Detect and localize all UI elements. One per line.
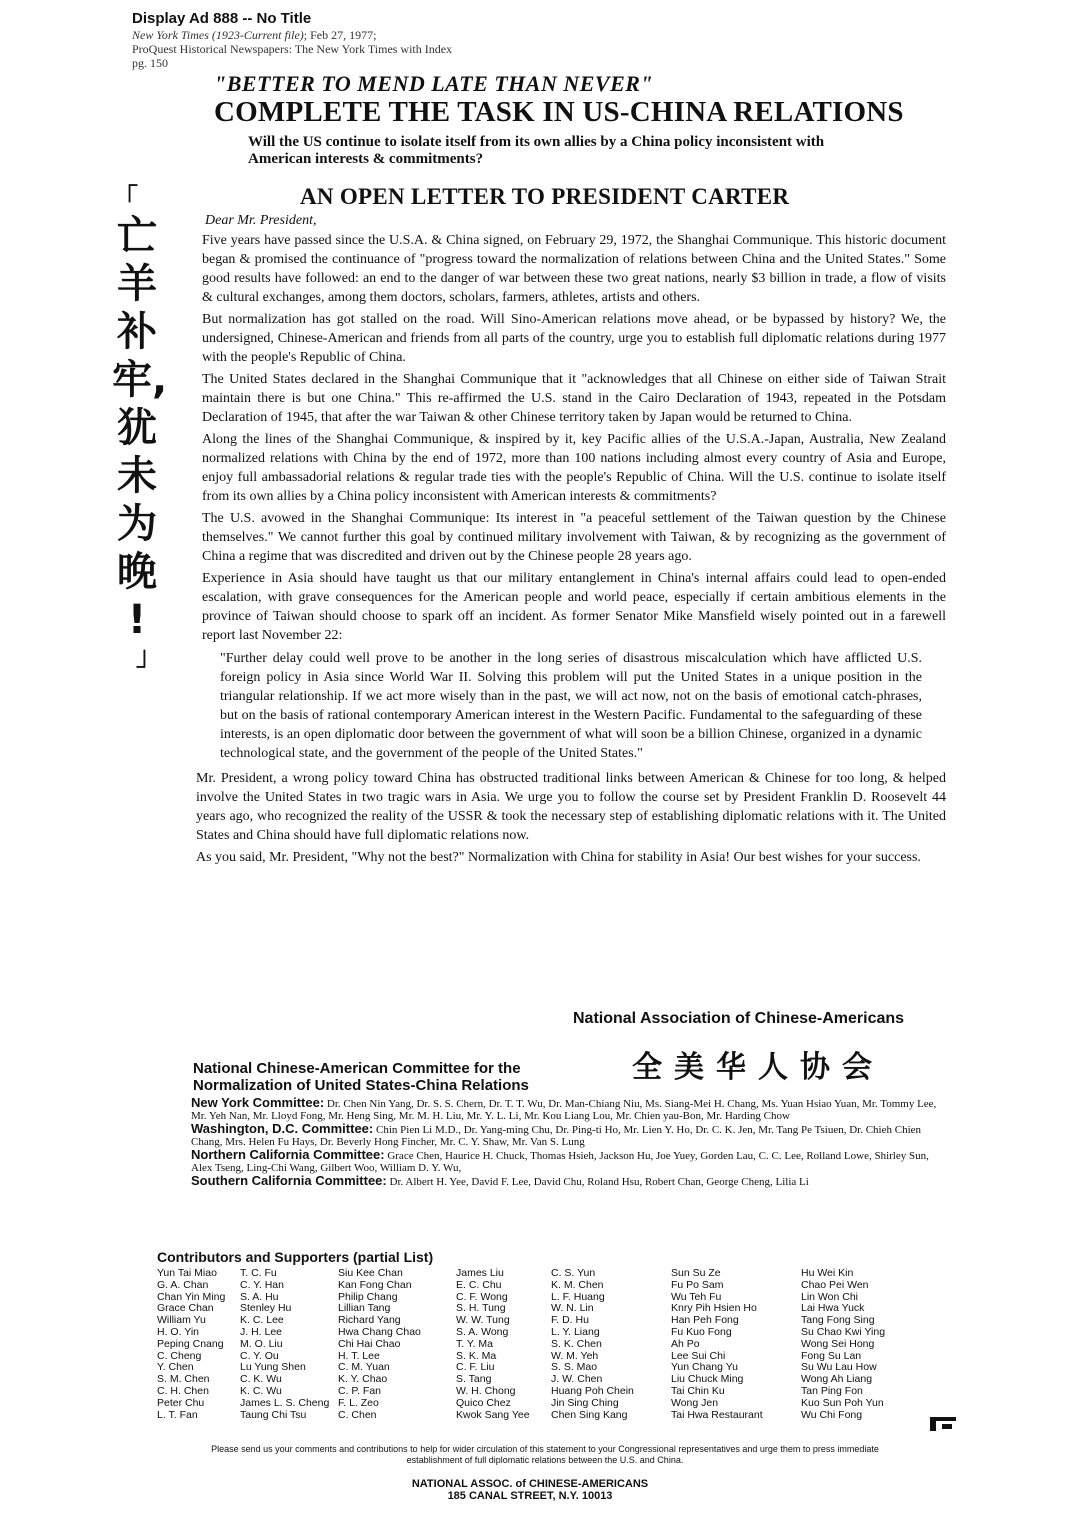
contributor-name: James L. S. Cheng (240, 1396, 330, 1409)
source-publication: New York Times (1923-Current file) (132, 28, 304, 42)
contributor-name: W. N. Lin (551, 1302, 594, 1315)
committee-group (191, 1097, 949, 1122)
contributor-name: C. K. Wu (240, 1373, 282, 1386)
contributor-name: G. A. Chan (157, 1278, 209, 1291)
database-line: ProQuest Historical Newspapers: The New York Times with Index (132, 42, 453, 56)
committee-members: Grace Chen, Haurice H. Chuck, Thomas Hsieh, Jackson Hu, Joe Yuey, Gorden Lau, C. C. Lee, Rolland Lowe, Shirley Sun, Alex Tseng, Ling-Chi Wang, Gilbert Woo, William D. Y. Wu, (191, 1150, 929, 1174)
contributor-name: H. T. Lee (338, 1349, 380, 1362)
contributor-name: S. Tang (456, 1373, 492, 1386)
salutation: Dear Mr. President, (205, 213, 317, 228)
contributor-name: Lu Yung Shen (240, 1361, 306, 1374)
letter-paragraph: Five years have passed since the U.S.A. & China signed, on February 29, 1972, the Shanghai Communique. This historic document began & promised the continuance of "progress toward the normalization of relations between China and the United States." Some good results have followed: an end to the danger of war between these two great nations, nearly $3 billion in trade, a flow of visits & cultural exchanges, among them doctors, scholars, farmers, athletes, artists and others. (202, 233, 946, 305)
contributor-name: Fu Kuo Fong (671, 1325, 732, 1338)
contributor-name: L. T. Fan (157, 1408, 198, 1421)
letter-paragraph: But normalization has got stalled on the road. Will Sino-American relations move ahead, or be bypassed by history? We, the undersigned, Chinese-American and friends from all parts of the country, urge you to establish full diplomatic relations during 1977 with the people's Republic of China. (202, 312, 946, 365)
letter-paragraph: Along the lines of the Shanghai Communique, & inspired by it, key Pacific allies of the U.S.A.-Japan, Australia, New Zealand normalized relations with China by the end of 1972, more than 100 nations including almost every country of Asia and Europe, enjoy full ambassadorial relations & regular trade ties with the people's Republic of China. Will the U.S. continue to isolate itself from its own allies by a China policy inconsistent with American interests & commitments? (202, 432, 946, 504)
mansfield-quote: "Further delay could well prove to be another in the long series of disastrous miscalculation which have afflicted U.S. foreign policy in Asia since World War II. Solving this problem will put the United States in a unique position in the triangular relationship. If we act more wisely than in the past, we will act now, not on the basis of emotional catch-phrases, but on the basis of rational contemporary American interest in the Western Pacific. Fundamental to the safeguarding of these interests, is an open diplomatic door between the government of what will soon be a billion Chinese, organized in a dynamic technological state, and the government of the people of the United States." (220, 651, 922, 761)
contributor-name: C. F. Liu (456, 1361, 495, 1374)
committee-members: Dr. Albert H. Yee, David F. Lee, David Chu, Roland Hsu, Robert Chan, George Cheng, Lilia Li (389, 1176, 809, 1188)
contributor-name: Huang Poh Chein (551, 1384, 634, 1397)
contributor-name: Knry Pih Hsien Ho (671, 1302, 757, 1315)
letter-paragraph: The U.S. avowed in the Shanghai Communique: Its interest in "a peaceful settlement of the Taiwan question by the Chinese themselves." We cannot further this goal by continued military involvement with Taiwan, & by recognizing as the government of China a regime that was discredited and driven out by the Chinese people 28 years ago. (202, 511, 946, 564)
contributor-name: Yun Chang Yu (671, 1361, 738, 1374)
contributor-name: Tai Chin Ku (671, 1384, 725, 1397)
signature-org: National Association of Chinese-Americans (573, 1010, 905, 1027)
contributor-name: Taung Chi Tsu (240, 1408, 307, 1421)
committee-label: New York Committee: (191, 1095, 325, 1110)
contributor-name: Chi Hai Chao (338, 1337, 401, 1350)
contributor-name: M. O. Liu (240, 1337, 283, 1350)
vertical-chinese-proverb (112, 184, 168, 672)
source-line (132, 28, 452, 42)
contributor-name: S. M. Chen (157, 1373, 210, 1386)
contributor-name: E. C. Chu (456, 1278, 502, 1291)
contributor-name: Ah Po (671, 1337, 700, 1350)
contributor-name: J. W. Chen (551, 1373, 603, 1386)
corner-mark-icon (928, 1411, 958, 1433)
contributors-column (671, 1268, 801, 1421)
contributor-name: S. S. Mao (551, 1361, 598, 1374)
page-number: pg. 150 (132, 56, 168, 70)
proverb-char: 牢, (112, 357, 168, 403)
committee-group (191, 1123, 949, 1148)
contributor-name: Kuo Sun Poh Yun (801, 1396, 884, 1409)
contributor-name: Lee Sui Chi (671, 1349, 726, 1362)
proverb-char: ! (127, 597, 147, 643)
contributor-name: K. M. Chen (551, 1278, 604, 1291)
contributor-name: Chen Sing Kang (551, 1408, 628, 1421)
contributor-name: Peping Cnang (157, 1337, 224, 1350)
contributor-name: L. Y. Liang (551, 1325, 600, 1338)
contributor-name: Wong Jen (671, 1396, 719, 1409)
proverb-char: 为 (117, 501, 157, 547)
footer-note: Please send us your comments and contributions to help for wider circulation of this statement to your Congressional representatives and urge them to press immediate establishment of full diplomatic relations between the U.S. and China. (211, 1444, 879, 1465)
committee-list (191, 1097, 949, 1189)
contributor-name: Tan Ping Fon (801, 1384, 863, 1397)
contributor-name: W. W. Tung (456, 1314, 510, 1327)
contributor-name: K. C. Lee (240, 1314, 284, 1327)
contributor-name: F. D. Hu (551, 1314, 589, 1327)
contributor-name: C. H. Chen (157, 1384, 209, 1397)
letter-body (196, 231, 946, 870)
contributor-name: H. O. Yin (157, 1325, 200, 1338)
contributor-name: S. A. Wong (456, 1325, 509, 1338)
contributor-name: F. L. Zeo (338, 1396, 379, 1409)
committee-group (191, 1175, 949, 1188)
contributor-name: W. H. Chong (456, 1384, 516, 1397)
contributor-name: Liu Chuck Ming (671, 1373, 744, 1386)
contributor-name: Y. Chen (157, 1361, 194, 1374)
contributor-name: Siu Kee Chan (338, 1268, 403, 1279)
contributor-name: C. F. Wong (456, 1290, 508, 1303)
footer-address: 185 CANAL STREET, N.Y. 10013 (447, 1490, 613, 1502)
proverb-char: 羊 (117, 261, 157, 307)
contributors-column (801, 1268, 921, 1421)
document-metadata (132, 10, 452, 70)
contributor-name: T. Y. Ma (456, 1337, 493, 1350)
close-bracket: 」 (135, 642, 162, 672)
contributor-name: S. K. Ma (456, 1349, 497, 1362)
proverb-char: 犹 (117, 405, 157, 451)
contributor-name: Fu Po Sam (671, 1278, 724, 1291)
contributors-column (157, 1268, 240, 1421)
contributor-name: T. C. Fu (240, 1268, 277, 1279)
contributor-name: Wu Chi Fong (801, 1408, 863, 1421)
contributor-name: William Yu (157, 1314, 206, 1327)
signature-chinese: 全美华人协会 (632, 1050, 884, 1085)
subheadline: Will the US continue to isolate itself from its own allies by a China policy inconsistent with American interests & commitments? (248, 134, 825, 167)
contributors-title: Contributors and Supporters (partial List) (157, 1249, 434, 1265)
headline: COMPLETE THE TASK IN US-CHINA RELATIONS (214, 96, 904, 128)
contributor-name: Richard Yang (338, 1314, 401, 1327)
contributor-name: Lai Hwa Yuck (801, 1302, 865, 1315)
contributor-name: Grace Chan (157, 1302, 214, 1315)
contributor-name: W. M. Yeh (551, 1349, 599, 1362)
contributor-name: Wong Ah Liang (801, 1373, 873, 1386)
letter-paragraph: Mr. President, a wrong policy toward China has obstructed traditional links between American & Chinese for too long, & helped involve the United States in two tragic wars in Asia. We urge you to follow the course set by President Franklin D. Roosevelt 44 years ago, who recognized the reality of the USSR & took the necessary step of establishing diplomatic relations with it. The United States and China should have full diplomatic relations now. (196, 771, 946, 843)
contributor-name: K. C. Wu (240, 1384, 282, 1397)
contributor-name: Su Chao Kwi Ying (801, 1325, 886, 1338)
contributor-name: Peter Chu (157, 1396, 205, 1409)
contributor-name: Lillian Tang (338, 1302, 391, 1315)
contributor-name: Han Peh Fong (671, 1314, 739, 1327)
committee-label: Washington, D.C. Committee: (191, 1121, 374, 1136)
committee-members: Dr. Chen Nin Yang, Dr. S. S. Chern, Dr. T. T. Wu, Dr. Man-Chiang Niu, Ms. Siang-Mei H. Chang, Ms. Yuan Hsiao Yuan, Mr. Tommy Lee, Mr. Yeh Nan, Mr. Lloyd Fong, Mr. Heng Sing, Mr. M. H. Liu, Mr. Y. L. Li, Mr. Kou Liang Lou, Mr. Chien yau-Bon, Mr. Harding Chow (191, 1098, 937, 1122)
open-bracket: 「 (112, 184, 139, 214)
contributor-name: C. Y. Ou (240, 1349, 279, 1362)
committee-label: Northern California Committee: (191, 1147, 385, 1162)
committee-label: Southern California Committee: (191, 1173, 387, 1188)
committee-name (193, 1060, 529, 1094)
contributor-name: C. Cheng (157, 1349, 202, 1362)
contributor-name: C. S. Yun (551, 1268, 596, 1279)
letter-title: AN OPEN LETTER TO PRESIDENT CARTER (300, 184, 790, 209)
contributor-name: J. H. Lee (240, 1325, 283, 1338)
source-date: ; Feb 27, 1977; (303, 28, 377, 42)
contributor-name: Wu Teh Fu (671, 1290, 722, 1303)
letter-paragraph: The United States declared in the Shanghai Communique that it "acknowledges that all Chinese on either side of Taiwan Strait maintain there is but one China." This re-affirmed the U.S. stand in the Cairo Declaration of 1943, repeated in the Potsdam Declaration of 1945, that after the war Taiwan & other Chinese territory taken by Japan would be returned to China. (202, 372, 946, 425)
contributor-name: L. F. Huang (551, 1290, 605, 1303)
contributor-name: S. K. Chen (551, 1337, 602, 1350)
contributor-name: James Liu (456, 1268, 504, 1279)
contributor-name: Kan Fong Chan (338, 1278, 412, 1291)
contributor-name: C. Chen (338, 1408, 377, 1421)
contributor-name: Hwa Chang Chao (338, 1325, 421, 1338)
footer-association (300, 1478, 760, 1502)
contributor-name: Yun Tai Miao (157, 1268, 217, 1279)
ad-title: Display Ad 888 -- No Title (132, 10, 312, 27)
contributors-column (551, 1268, 671, 1421)
contributor-name: Lin Won Chi (801, 1290, 859, 1303)
committee-name-line: Normalization of United States-China Relations (193, 1077, 529, 1094)
contributor-name: Stenley Hu (240, 1302, 292, 1315)
slogan: "BETTER TO MEND LATE THAN NEVER" (214, 71, 654, 96)
contributors-grid (157, 1268, 937, 1421)
contributor-name: C. Y. Han (240, 1278, 284, 1291)
contributor-name: Chao Pei Wen (801, 1278, 869, 1291)
contributor-name: Su Wu Lau How (801, 1361, 877, 1374)
contributor-name: Philip Chang (338, 1290, 398, 1303)
contributor-name: S. H. Tung (456, 1302, 506, 1315)
contributor-name: Tang Fong Sing (801, 1314, 875, 1327)
contributor-name: Tai Hwa Restaurant (671, 1408, 763, 1421)
proverb-char: 补 (117, 309, 157, 355)
contributor-name: Wong Sei Hong (801, 1337, 875, 1350)
proverb-char: 晚 (117, 549, 157, 595)
committee-members: Chin Pien Li M.D., Dr. Yang-ming Chu, Dr. Ping-ti Ho, Mr. Lien Y. Ho, Dr. C. K. Jen, Mr. Tang Pe Tsiuen, Dr. Chieh Chien Chang, Mrs. Helen Fu Hays, Dr. Beverly Hong Fincher, Mr. C. Y. Shaw, Mr. Van S. Lung (191, 1124, 922, 1148)
contributor-name: Sun Su Ze (671, 1268, 721, 1279)
contributor-name: Jin Sing Ching (551, 1396, 619, 1409)
letter-paragraph: Experience in Asia should have taught us that our military entanglement in China's internal affairs could lead to open-ended escalation, with grave consequences for the American people and world peace, especially if certain ambitious elements in the province of Taiwan should choose to spark off an incident. As former Senator Mike Mansfield wisely pointed out in a farewell report last November 22: (202, 571, 946, 643)
proverb-char: 亡 (117, 213, 157, 259)
contributors-column (338, 1268, 456, 1421)
committee-name-line: National Chinese-American Committee for the (193, 1060, 521, 1077)
footer-assoc-name: NATIONAL ASSOC. of CHINESE-AMERICANS (411, 1478, 649, 1490)
contributor-name: Quico Chez (456, 1396, 511, 1409)
contributor-name: Chan Yin Ming (157, 1290, 226, 1303)
contributor-name: Hu Wei Kin (801, 1268, 854, 1279)
contributor-name: S. A. Hu (240, 1290, 279, 1303)
contributors-column (240, 1268, 338, 1421)
contributor-name: Kwok Sang Yee (456, 1408, 530, 1421)
contributors-column (456, 1268, 551, 1421)
contributor-name: C. M. Yuan (338, 1361, 390, 1374)
contributor-name: K. Y. Chao (338, 1373, 388, 1386)
committee-group (191, 1149, 949, 1174)
letter-paragraph: As you said, Mr. President, "Why not the best?" Normalization with China for stability in Asia! Our best wishes for your success. (196, 850, 921, 865)
contributor-name: C. P. Fan (338, 1384, 381, 1397)
proverb-char: 未 (117, 453, 157, 499)
contributor-name: Fong Su Lan (801, 1349, 862, 1362)
